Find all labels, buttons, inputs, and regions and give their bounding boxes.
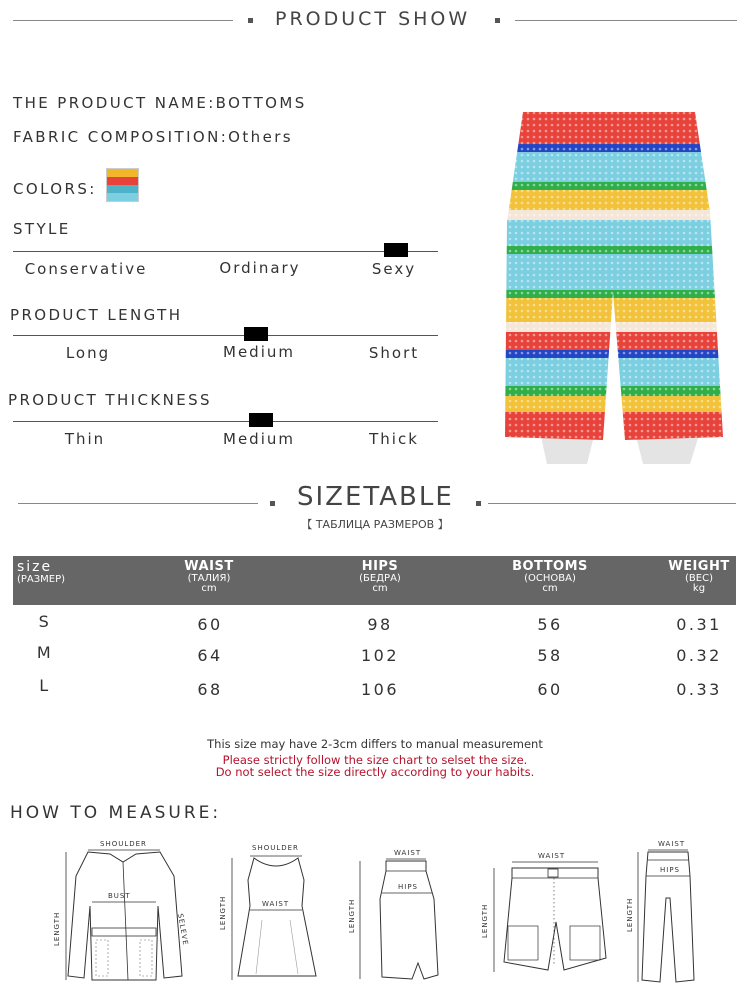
product-photo[interactable] (495, 92, 735, 464)
cell-hips: 102 (360, 646, 400, 665)
svg-text:WAIST: WAIST (394, 849, 422, 857)
header-line-left (13, 20, 233, 21)
style-scale-marker (384, 243, 408, 257)
size-table-header (13, 556, 736, 605)
svg-text:HIPS: HIPS (398, 883, 418, 891)
col-weight: WEIGHT (ВЕС) kg (668, 559, 730, 595)
cell-size: L (39, 676, 51, 695)
sizetable-title: SIZETABLE (297, 482, 454, 512)
style-title: STYLE (13, 220, 71, 238)
svg-text:LENGTH: LENGTH (481, 903, 489, 938)
sizetable-dot-left (270, 501, 275, 506)
color-swatch[interactable] (106, 168, 139, 202)
swatch-stripe (107, 193, 138, 201)
fabric-composition: FABRIC COMPOSITION:Others (13, 128, 293, 146)
jacket-measure-diagram (48, 836, 198, 986)
length-title: PRODUCT LENGTH (10, 306, 183, 324)
cell-waist: 68 (197, 680, 223, 699)
cell-weight: 0.33 (676, 680, 722, 699)
thickness-option-thin: Thin (64, 430, 106, 448)
cell-weight: 0.32 (676, 646, 722, 665)
svg-text:LENGTH: LENGTH (219, 895, 227, 930)
swatch-stripe (107, 177, 138, 185)
sizetable-line-right (488, 503, 736, 504)
sizetable-dot-right (476, 501, 481, 506)
col-size: size (РАЗМЕР) (17, 559, 66, 585)
cell-weight: 0.31 (676, 615, 722, 634)
svg-text:LENGTH: LENGTH (53, 911, 61, 946)
cell-waist: 64 (197, 646, 223, 665)
thickness-title: PRODUCT THICKNESS (8, 391, 212, 409)
table-row (13, 612, 736, 640)
svg-text:LENGTH: LENGTH (626, 897, 634, 932)
svg-text:WAIST: WAIST (658, 840, 686, 848)
header-dot-left (248, 18, 253, 23)
header-dot-right (495, 18, 500, 23)
svg-text:SELEVE: SELEVE (176, 912, 190, 947)
cell-hips: 106 (360, 680, 400, 699)
cell-bottoms: 56 (537, 615, 563, 634)
length-option-short: Short (368, 344, 420, 362)
length-option-medium: Medium (223, 343, 295, 361)
col-hips: HIPS (БЕДРА) cm (359, 559, 401, 595)
svg-text:BUST: BUST (108, 892, 131, 900)
cell-waist: 60 (197, 615, 223, 634)
col-bottoms: BOTTOMS (ОСНОВА) cm (512, 559, 588, 595)
svg-text:WAIST: WAIST (538, 852, 566, 860)
style-option-ordinary: Ordinary (219, 259, 301, 277)
length-scale-marker (244, 327, 268, 341)
dress-measure-diagram (212, 840, 322, 985)
col-waist: WAIST (ТАЛИЯ) cm (184, 559, 234, 595)
product-name: THE PRODUCT NAME:BOTTOMS (13, 94, 307, 112)
svg-text:SHOULDER: SHOULDER (100, 840, 147, 848)
style-option-conservative: Conservative (24, 260, 148, 278)
svg-text:LENGTH: LENGTH (348, 898, 356, 933)
cell-bottoms: 58 (537, 646, 563, 665)
sizetable-subtitle: 【 ТАБЛИЦА РАЗМЕРОВ 】 (301, 518, 449, 531)
style-option-sexy: Sexy (371, 260, 417, 278)
cell-hips: 98 (367, 615, 393, 634)
cell-size: M (36, 643, 54, 662)
style-scale-line (13, 251, 438, 252)
cell-size: S (38, 612, 52, 631)
header-line-right (515, 20, 737, 21)
cell-bottoms: 60 (537, 680, 563, 699)
page-title: PRODUCT SHOW (275, 8, 471, 30)
thickness-option-thick: Thick (369, 430, 419, 448)
thickness-option-medium: Medium (223, 430, 295, 448)
shorts-measure-diagram (476, 848, 616, 978)
warning-note: Please strictly follow the size chart to selset the size. (222, 753, 528, 767)
shorts-stripes (495, 92, 735, 464)
svg-text:HIPS: HIPS (660, 866, 680, 874)
swatch-stripe (107, 169, 138, 177)
skirt-measure-diagram (338, 845, 448, 985)
trousers-measure-diagram (620, 836, 700, 986)
table-row (13, 643, 736, 671)
thickness-scale-marker (249, 413, 273, 427)
length-option-long: Long (65, 344, 111, 362)
thickness-scale-line (13, 421, 438, 422)
sizetable-line-left (18, 503, 258, 504)
length-scale-line (13, 335, 438, 336)
colors-label: COLORS: (13, 180, 97, 198)
warning-note: Do not select the size directly according to your habits. (215, 765, 535, 779)
svg-text:SHOULDER: SHOULDER (252, 844, 299, 852)
measurement-note: This size may have 2-3cm differs to manual measurement (207, 737, 543, 751)
how-to-measure-title: HOW TO MEASURE: (10, 803, 222, 823)
swatch-stripe (107, 185, 138, 193)
svg-text:WAIST: WAIST (262, 900, 290, 908)
table-row (13, 676, 736, 704)
